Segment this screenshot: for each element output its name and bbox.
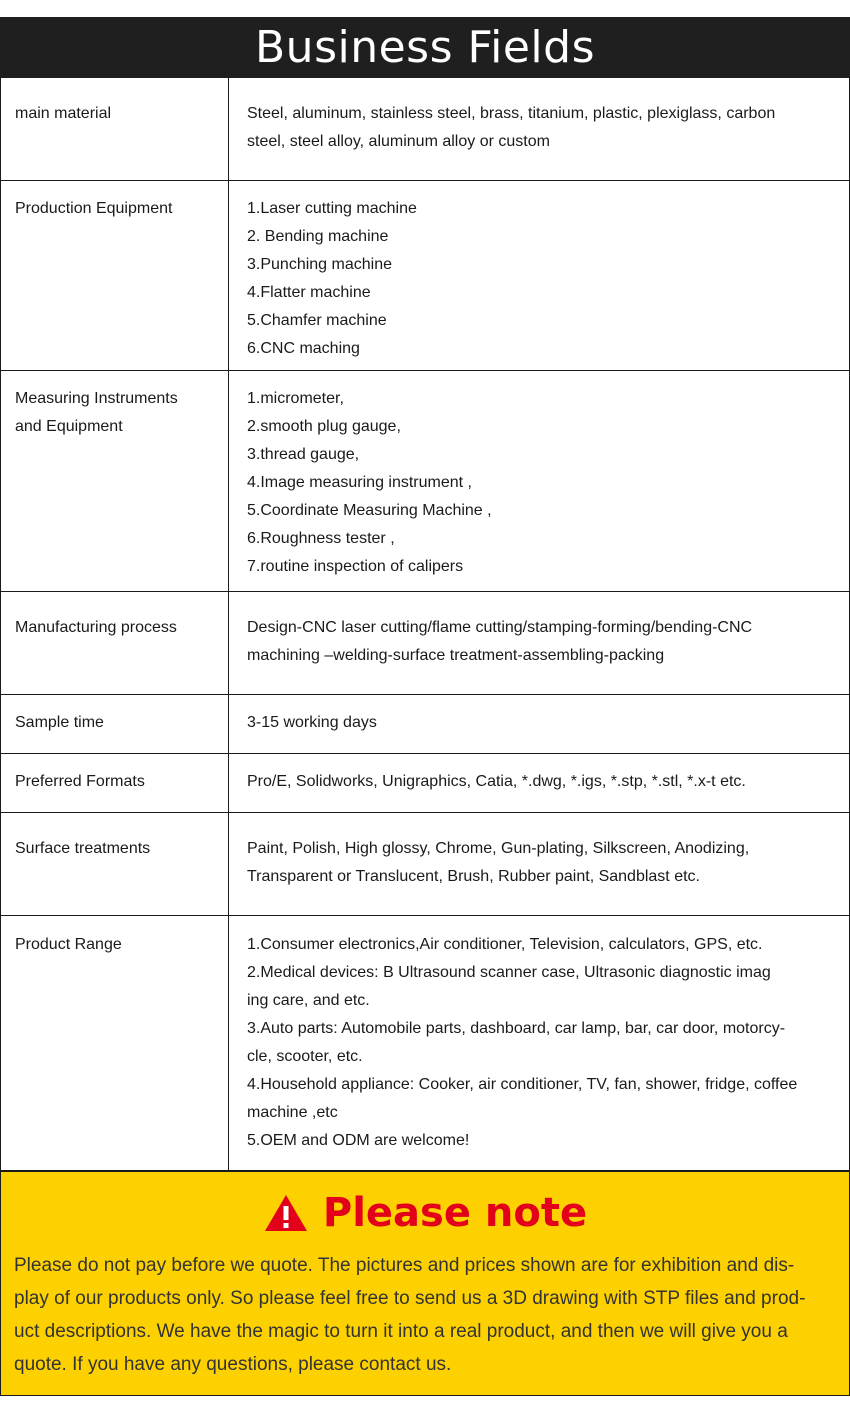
row-value: Paint, Polish, High glossy, Chrome, Gun-plating, Silkscreen, Anodizing, Transparent or Translucent, Brush, Rubber paint, Sandblast etc. (247, 840, 750, 885)
spec-table (0, 78, 850, 1171)
table-row-main-material (1, 78, 849, 181)
note-heading (1, 1190, 849, 1236)
row-value: Pro/E, Solidworks, Unigraphics, Catia, *.dwg, *.igs, *.stp, *.stl, *.x-t etc. (247, 773, 746, 790)
row-label: Preferred Formats (1, 754, 229, 812)
row-label: Manufacturing process (1, 592, 229, 694)
warning-icon (263, 1193, 309, 1233)
table-row-surface-treatments (1, 813, 849, 916)
table-row-preferred-formats (1, 754, 849, 813)
page-header (0, 17, 850, 78)
row-label: Product Range (1, 916, 229, 1170)
row-value: Design-CNC laser cutting/flame cutting/stamping-forming/bending-CNC machining –welding-surface treatment-assembling-packing (247, 619, 753, 664)
row-label: Sample time (1, 695, 229, 753)
page-title: Business Fields (255, 22, 595, 73)
row-value: Steel, aluminum, stainless steel, brass, titanium, plastic, plexiglass, carbon steel, steel alloy, aluminum alloy or custom (247, 105, 776, 150)
row-label: Surface treatments (1, 813, 229, 915)
table-row-manufacturing-process (1, 592, 849, 695)
note-title: Please note (322, 1190, 588, 1236)
row-label: main material (1, 78, 229, 180)
please-note-box (0, 1171, 850, 1396)
row-value: 1.Consumer electronics,Air conditioner, Television, calculators, GPS, etc. 2.Medical devices: B Ultrasound scanner case, Ultrasonic diagnostic imag ing care, and etc. 3.Auto parts: Automobile parts, dashboard, car lamp, bar, car door, motorcy- cle, scooter, etc. 4.Household appliance: Cooker, air conditioner, TV, fan, shower, fridge, coffee machine ,etc 5.OEM and ODM are welcome! (247, 936, 798, 1149)
row-value: 1.Laser cutting machine 2. Bending machine 3.Punching machine 4.Flatter machine 5.Chamfer machine 6.CNC maching (247, 200, 417, 357)
row-value: 3-15 working days (247, 714, 377, 731)
row-value: 1.micrometer, 2.smooth plug gauge, 3.thread gauge, 4.Image measuring instrument , 5.Coordinate Measuring Machine , 6.Roughness tester , 7.routine inspection of calipers (247, 390, 492, 575)
table-row-production-equipment (1, 181, 849, 371)
table-row-product-range (1, 916, 849, 1171)
table-row-sample-time (1, 695, 849, 754)
note-text: Please do not pay before we quote. The pictures and prices shown are for exhibition and dis- play of our products only. So please feel free to send us a 3D drawing with STP files and prod- uct descriptions. We have the magic to turn it into a real product, and then we will give you a quote. If you have any questions, please contact us. (14, 1255, 806, 1375)
row-label: Measuring Instruments and Equipment (1, 371, 229, 591)
table-row-measuring-instruments (1, 371, 849, 592)
row-label: Production Equipment (1, 181, 229, 370)
